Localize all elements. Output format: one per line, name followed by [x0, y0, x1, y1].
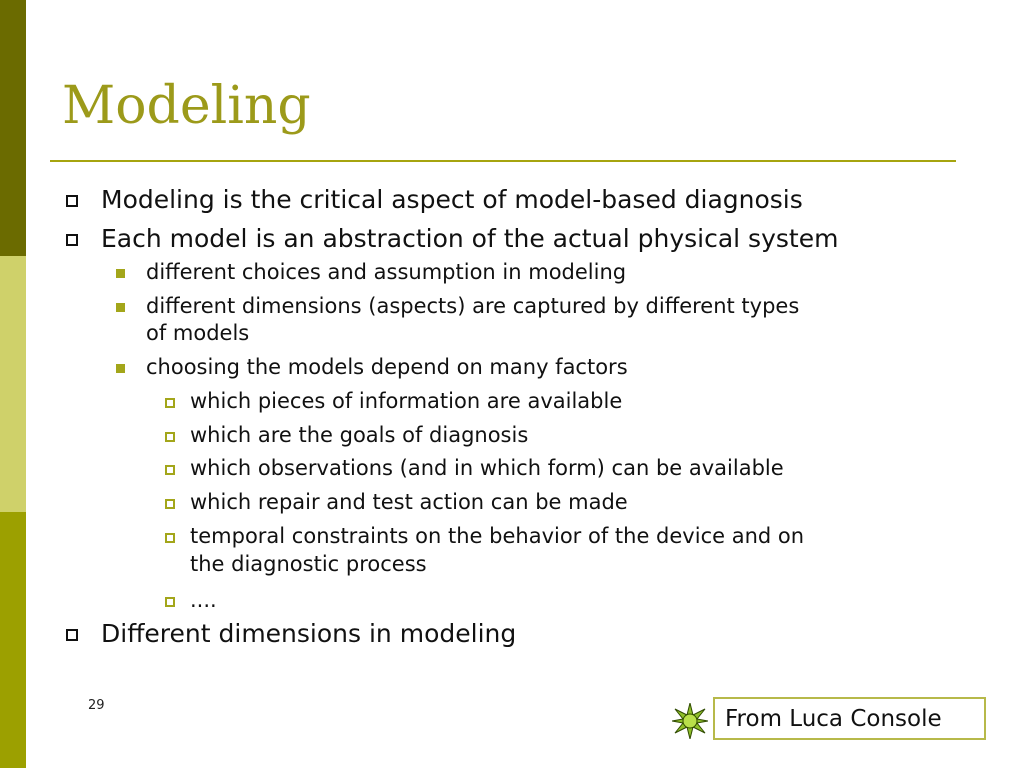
sidebar-band-bottom: [0, 512, 26, 768]
bullet-text: temporal constraints on the behavior of the device and on: [190, 524, 805, 548]
title-underline: [50, 160, 956, 162]
bullet-text: which are the goals of diagnosis: [190, 423, 529, 447]
bullet-text: which repair and test action can be made: [190, 490, 628, 514]
sidebar-band-top: [0, 0, 26, 256]
hollow-square-bullet-icon: [165, 597, 175, 607]
bullet-text-continued: the diagnostic process: [190, 552, 427, 576]
filled-square-bullet-icon: [116, 303, 125, 312]
slide-title: Modeling: [62, 76, 311, 136]
bullet-text: different choices and assumption in modeling: [146, 260, 627, 284]
sun-icon: [672, 703, 708, 739]
bullet-text: ....: [190, 588, 217, 612]
bullet-text: which observations (and in which form) can be available: [190, 456, 784, 480]
sidebar-decoration: [0, 0, 26, 768]
filled-square-bullet-icon: [116, 364, 125, 373]
credit-box: From Luca Console: [713, 697, 986, 740]
hollow-square-bullet-icon: [165, 499, 175, 509]
hollow-square-bullet-icon: [165, 465, 175, 475]
bullet-text: Modeling is the critical aspect of model-based diagnosis: [101, 185, 803, 214]
hollow-square-bullet-icon: [165, 398, 175, 408]
bullet-text: which pieces of information are available: [190, 389, 623, 413]
square-bullet-icon: [66, 629, 78, 641]
filled-square-bullet-icon: [116, 269, 125, 278]
page-number: 29: [88, 698, 105, 713]
square-bullet-icon: [66, 234, 78, 246]
square-bullet-icon: [66, 195, 78, 207]
bullet-text-continued: of models: [146, 321, 250, 345]
bullet-text: different dimensions (aspects) are captured by different types: [146, 294, 800, 318]
hollow-square-bullet-icon: [165, 533, 175, 543]
bullet-text: choosing the models depend on many factors: [146, 355, 628, 379]
bullet-text: Each model is an abstraction of the actual physical system: [101, 224, 839, 253]
sidebar-band-middle: [0, 256, 26, 512]
hollow-square-bullet-icon: [165, 432, 175, 442]
bullet-text: Different dimensions in modeling: [101, 619, 517, 648]
